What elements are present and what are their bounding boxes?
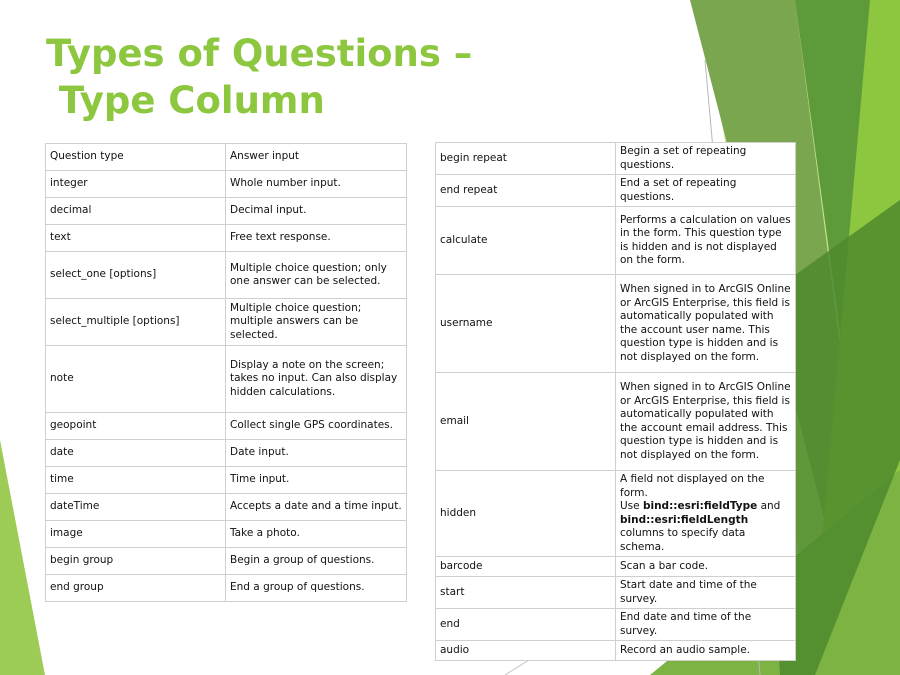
desc-cell: Performs a calculation on values in the form. This question type is hidden and is not displayed on the form.: [616, 207, 796, 275]
type-cell: email: [436, 373, 616, 471]
desc-cell: Decimal input.: [226, 198, 407, 225]
header-answer-input: Answer input: [226, 144, 407, 171]
desc-cell: When signed in to ArcGIS Online or ArcGIS Enterprise, this field is automatically populated with the account email address. This question type is hidden and is not displayed on the form.: [616, 373, 796, 471]
table-row-header: [46, 144, 407, 171]
slide-title-line1: Types of Questions –: [46, 32, 473, 75]
type-cell: begin group: [46, 548, 226, 575]
table-row: [46, 494, 407, 521]
type-cell: username: [436, 275, 616, 373]
hidden-desc-line1: A field not displayed on the form.: [620, 473, 765, 499]
type-cell: time: [46, 467, 226, 494]
table-row: [46, 198, 407, 225]
desc-cell: Multiple choice question; only one answer can be selected.: [226, 252, 407, 299]
question-types-table-left: [45, 143, 407, 602]
type-cell: hidden: [436, 471, 616, 557]
table-row: [46, 440, 407, 467]
desc-cell: Begin a group of questions.: [226, 548, 407, 575]
desc-cell: Take a photo.: [226, 521, 407, 548]
type-cell: date: [46, 440, 226, 467]
type-cell: calculate: [436, 207, 616, 275]
desc-cell: Time input.: [226, 467, 407, 494]
table-row: [436, 641, 796, 661]
type-cell: select_multiple [options]: [46, 299, 226, 346]
table-row: [46, 171, 407, 198]
hidden-desc-use: Use: [620, 500, 643, 512]
table-row: [46, 346, 407, 413]
desc-cell: Scan a bar code.: [616, 557, 796, 577]
desc-cell: End date and time of the survey.: [616, 609, 796, 641]
type-cell: audio: [436, 641, 616, 661]
type-cell: integer: [46, 171, 226, 198]
question-types-table-right: [435, 142, 796, 661]
type-cell: dateTime: [46, 494, 226, 521]
table-row: [436, 373, 796, 471]
type-cell: geopoint: [46, 413, 226, 440]
table-row: [436, 577, 796, 609]
table-row: [46, 548, 407, 575]
type-cell: decimal: [46, 198, 226, 225]
desc-cell: Record an audio sample.: [616, 641, 796, 661]
desc-cell: Multiple choice question; multiple answers can be selected.: [226, 299, 407, 346]
desc-cell: Whole number input.: [226, 171, 407, 198]
table-row: [46, 521, 407, 548]
desc-cell: End a set of repeating questions.: [616, 175, 796, 207]
desc-cell: End a group of questions.: [226, 575, 407, 602]
table-row: [436, 471, 796, 557]
table-row: [46, 575, 407, 602]
slide-title-line2: Type Column: [46, 79, 325, 122]
type-cell: note: [46, 346, 226, 413]
table-row: [436, 609, 796, 641]
table-row: [46, 467, 407, 494]
type-cell: select_one [options]: [46, 252, 226, 299]
type-cell: begin repeat: [436, 143, 616, 175]
hidden-desc-fieldtype: bind::esri:fieldType: [642, 500, 758, 512]
table-row: [436, 175, 796, 207]
hidden-desc-and: and: [757, 500, 781, 512]
table-row: [436, 143, 796, 175]
desc-cell: Free text response.: [226, 225, 407, 252]
table-row: [46, 413, 407, 440]
table-row: [436, 207, 796, 275]
desc-cell: [616, 471, 796, 557]
hidden-desc-rest: columns to specify data schema.: [620, 527, 746, 553]
desc-cell: Accepts a date and a time input.: [226, 494, 407, 521]
header-question-type: Question type: [46, 144, 226, 171]
table-row: [436, 557, 796, 577]
table-row: [436, 275, 796, 373]
desc-cell: Collect single GPS coordinates.: [226, 413, 407, 440]
type-cell: barcode: [436, 557, 616, 577]
desc-cell: Display a note on the screen; takes no input. Can also display hidden calculations.: [226, 346, 407, 413]
type-cell: image: [46, 521, 226, 548]
desc-cell: When signed in to ArcGIS Online or ArcGIS Enterprise, this field is automatically populated with the account user name. This question type is hidden and is not displayed on the form.: [616, 275, 796, 373]
desc-cell: Date input.: [226, 440, 407, 467]
hidden-desc-fieldlength: bind::esri:fieldLength: [620, 513, 749, 526]
desc-cell: Begin a set of repeating questions.: [616, 143, 796, 175]
type-cell: end repeat: [436, 175, 616, 207]
table-row: [46, 299, 407, 346]
table-row: [46, 252, 407, 299]
decor-shard-left: [0, 440, 45, 675]
type-cell: text: [46, 225, 226, 252]
type-cell: end group: [46, 575, 226, 602]
type-cell: start: [436, 577, 616, 609]
desc-cell: Start date and time of the survey.: [616, 577, 796, 609]
slide-title: [46, 30, 472, 124]
table-row: [46, 225, 407, 252]
type-cell: end: [436, 609, 616, 641]
